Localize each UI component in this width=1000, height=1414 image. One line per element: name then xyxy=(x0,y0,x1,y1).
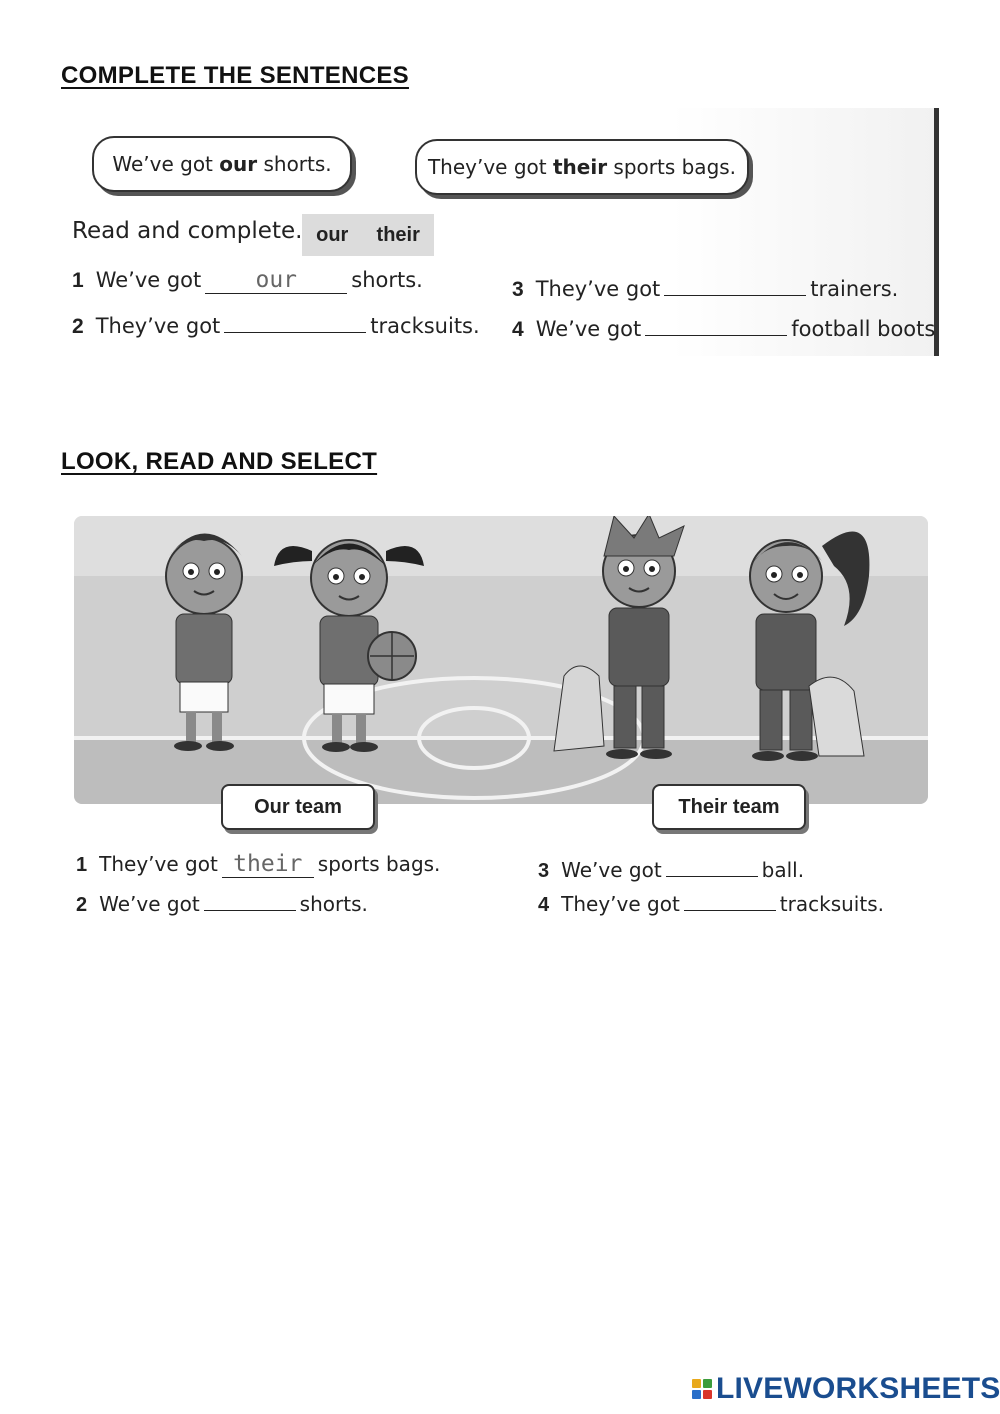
sentence-3: 3 We’ve got ball. xyxy=(538,852,804,883)
answer-blank-1[interactable]: our xyxy=(205,269,347,294)
answer-blank-2[interactable] xyxy=(224,308,366,333)
answer-blank-3[interactable] xyxy=(664,271,806,296)
bubble-text: We’ve got our shorts. xyxy=(112,152,332,176)
example-bubble-our xyxy=(92,136,352,192)
section-2-heading: LOOK, READ AND SELECT xyxy=(61,448,378,475)
sentence-4: 4 We’ve got football boots xyxy=(512,311,935,342)
section-1-heading: COMPLETE THE SENTENCES xyxy=(61,62,409,89)
bubble-text: They’ve got their sports bags. xyxy=(427,155,737,179)
instruction-text: Read and complete. xyxy=(72,218,303,244)
word-bank xyxy=(302,214,434,256)
sentence-3: 3 They’ve got trainers. xyxy=(512,271,898,302)
select-blank-1[interactable]: their xyxy=(222,853,314,878)
sentence-1: 1 We’ve got our shorts. xyxy=(72,267,423,293)
basketball-court-illustration xyxy=(74,516,928,804)
our-team-label: Our team xyxy=(221,784,375,830)
sentence-2: 2 They’ve got tracksuits. xyxy=(72,308,480,339)
liveworksheets-logo xyxy=(692,1372,1000,1406)
select-blank-2[interactable] xyxy=(204,886,296,911)
exercise-1-panel xyxy=(60,108,939,356)
sentence-2: 2 We’ve got shorts. xyxy=(76,886,368,917)
court-scene-image xyxy=(74,516,928,804)
their-team-label: Their team xyxy=(652,784,806,830)
word-bank-our: our xyxy=(316,223,349,246)
word-bank-their: their xyxy=(376,223,420,246)
answer-blank-4[interactable] xyxy=(645,311,787,336)
logo-text: LIVEWORKSHEETS xyxy=(716,1372,1000,1405)
exercise-2-panel xyxy=(60,494,928,934)
select-blank-3[interactable] xyxy=(666,852,758,877)
select-blank-4[interactable] xyxy=(684,886,776,911)
sentence-1: 1 They’ve got their sports bags. xyxy=(76,851,441,877)
logo-grid-icon xyxy=(692,1379,712,1399)
sentence-4: 4 They’ve got tracksuits. xyxy=(538,886,884,917)
example-bubble-their xyxy=(415,139,749,195)
